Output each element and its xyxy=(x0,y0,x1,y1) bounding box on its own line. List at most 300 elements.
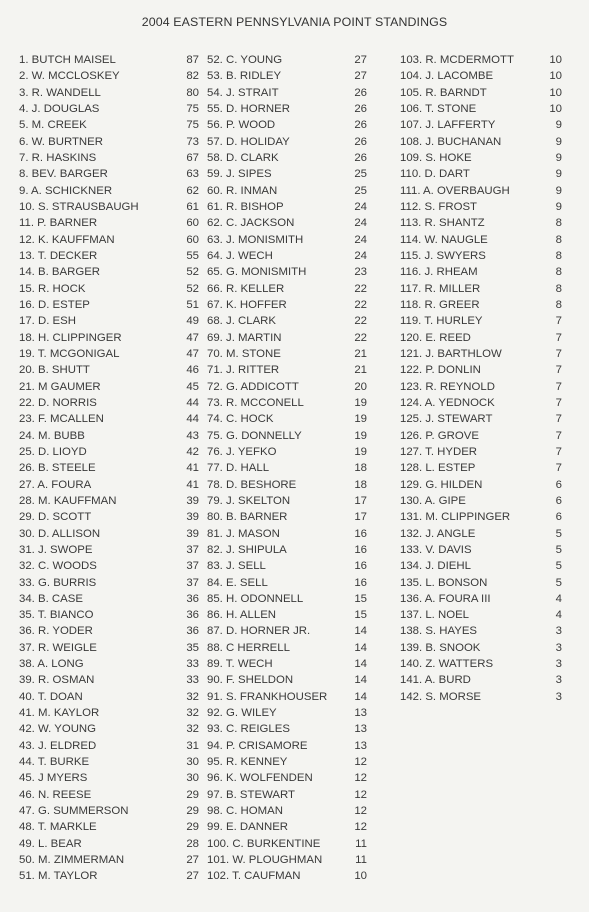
standings-row xyxy=(19,215,199,231)
driver-points: 25 xyxy=(354,168,367,181)
driver-name: 49. L. BEAR xyxy=(19,837,82,850)
driver-name: 68. J. CLARK xyxy=(207,315,277,328)
driver-name: 81. J. MASON xyxy=(207,527,280,540)
standings-row xyxy=(207,542,377,558)
standings-row xyxy=(19,52,199,68)
driver-points: 18 xyxy=(354,478,367,491)
driver-points: 19 xyxy=(354,396,367,409)
standings-row xyxy=(19,379,199,395)
driver-name: 21. M GAUMER xyxy=(19,380,101,393)
driver-name: 44. T. BURKE xyxy=(19,756,90,769)
driver-points: 5 xyxy=(555,543,562,556)
standings-row xyxy=(400,623,570,639)
standings-row xyxy=(207,868,377,884)
standings-row xyxy=(19,460,199,476)
driver-points: 32 xyxy=(186,690,199,703)
driver-points: 62 xyxy=(186,184,199,197)
standings-row xyxy=(19,819,199,835)
driver-points: 39 xyxy=(186,527,199,540)
standings-row xyxy=(19,395,199,411)
standings-row xyxy=(19,558,199,574)
driver-name: 70. M. STONE xyxy=(207,347,281,360)
standings-row xyxy=(400,411,570,427)
driver-points: 9 xyxy=(555,119,562,132)
driver-points: 87 xyxy=(186,54,199,66)
driver-points: 14 xyxy=(354,690,367,703)
driver-name: 45. J MYERS xyxy=(19,772,88,785)
driver-points: 61 xyxy=(186,200,199,213)
standings-row xyxy=(207,313,377,329)
driver-points: 22 xyxy=(354,298,367,311)
standings-row xyxy=(207,656,377,672)
driver-points: 13 xyxy=(354,739,367,752)
driver-name: 5. M. CREEK xyxy=(19,119,87,132)
driver-name: 37. R. WEIGLE xyxy=(19,641,97,654)
driver-name: 10. S. STRAUSBAUGH xyxy=(19,200,139,213)
driver-name: 46. N. REESE xyxy=(19,788,92,801)
driver-points: 8 xyxy=(555,282,562,295)
driver-name: 117. R. MILLER xyxy=(400,282,481,295)
driver-name: 132. J. ANGLE xyxy=(400,527,476,540)
driver-name: 94. P. CRISAMORE xyxy=(207,739,308,752)
driver-points: 9 xyxy=(555,168,562,181)
standings-row xyxy=(207,117,377,133)
driver-points: 46 xyxy=(186,364,199,377)
driver-name: 139. B. SNOOK xyxy=(400,641,481,654)
driver-points: 22 xyxy=(354,282,367,295)
driver-name: 18. H. CLIPPINGER xyxy=(19,331,122,344)
standings-row xyxy=(19,150,199,166)
driver-name: 83. J. SELL xyxy=(207,560,266,573)
driver-points: 44 xyxy=(186,396,199,409)
standings-row xyxy=(19,526,199,542)
standings-row xyxy=(207,705,377,721)
standings-row xyxy=(207,362,377,378)
driver-points: 32 xyxy=(186,707,199,720)
standings-row xyxy=(207,264,377,280)
standings-row xyxy=(207,411,377,427)
driver-points: 27 xyxy=(354,54,367,66)
driver-points: 11 xyxy=(355,854,367,867)
driver-name: 34. B. CASE xyxy=(19,592,83,605)
driver-name: 131. M. CLIPPINGER xyxy=(400,511,511,524)
driver-name: 54. J. STRAIT xyxy=(207,86,279,99)
driver-name: 97. B. STEWART xyxy=(207,788,295,801)
standings-row xyxy=(400,248,570,264)
standings-row xyxy=(207,607,377,623)
standings-row xyxy=(19,689,199,705)
driver-points: 67 xyxy=(186,151,199,164)
driver-name: 23. F. MCALLEN xyxy=(19,413,104,426)
driver-points: 14 xyxy=(354,625,367,638)
standings-row xyxy=(207,526,377,542)
driver-name: 11. P. BARNER xyxy=(19,217,98,230)
standings-row xyxy=(207,689,377,705)
driver-name: 105. R. BARNDT xyxy=(400,86,487,99)
driver-points: 22 xyxy=(354,331,367,344)
driver-points: 12 xyxy=(354,756,367,769)
driver-name: 90. F. SHELDON xyxy=(207,674,294,687)
driver-name: 89. T. WECH xyxy=(207,658,273,671)
driver-name: 15. R. HOCK xyxy=(19,282,86,295)
standings-row xyxy=(19,362,199,378)
driver-name: 50. M. ZIMMERMAN xyxy=(19,854,125,867)
driver-points: 6 xyxy=(555,494,562,507)
driver-name: 119. T. HURLEY xyxy=(400,315,483,328)
driver-points: 42 xyxy=(186,445,199,458)
driver-points: 26 xyxy=(354,86,367,99)
driver-name: 67. K. HOFFER xyxy=(207,298,287,311)
driver-points: 7 xyxy=(555,380,562,393)
driver-name: 141. A. BURD xyxy=(400,674,471,687)
driver-points: 7 xyxy=(555,429,562,442)
driver-name: 92. G. WILEY xyxy=(207,707,277,720)
standings-row xyxy=(400,52,570,68)
standings-row xyxy=(207,232,377,248)
standings-row xyxy=(207,52,377,68)
standings-row xyxy=(207,346,377,362)
driver-points: 9 xyxy=(555,135,562,148)
standings-row xyxy=(400,281,570,297)
driver-points: 5 xyxy=(555,560,562,573)
driver-name: 115. J. SWYERS xyxy=(400,249,486,262)
driver-name: 3. R. WANDELL xyxy=(19,86,101,99)
standings-row xyxy=(19,770,199,786)
standings-row xyxy=(400,166,570,182)
driver-name: 126. P. GROVE xyxy=(400,429,479,442)
driver-points: 33 xyxy=(186,674,199,687)
driver-name: 129. G. HILDEN xyxy=(400,478,483,491)
driver-points: 36 xyxy=(186,592,199,605)
driver-name: 102. T. CAUFMAN xyxy=(207,870,301,883)
driver-points: 14 xyxy=(354,641,367,654)
driver-name: 1. BUTCH MAISEL xyxy=(19,54,116,66)
standings-row xyxy=(207,803,377,819)
driver-name: 2. W. MCCLOSKEY xyxy=(19,70,120,83)
driver-points: 3 xyxy=(555,690,562,703)
driver-points: 37 xyxy=(186,543,199,556)
standings-row xyxy=(19,607,199,623)
driver-name: 61. R. BISHOP xyxy=(207,200,284,213)
driver-name: 99. E. DANNER xyxy=(207,821,289,834)
driver-points: 13 xyxy=(354,707,367,720)
standings-row xyxy=(207,640,377,656)
standings-row xyxy=(400,199,570,215)
driver-points: 7 xyxy=(555,331,562,344)
driver-points: 39 xyxy=(186,494,199,507)
driver-points: 18 xyxy=(354,462,367,475)
driver-points: 7 xyxy=(555,347,562,360)
standings-row xyxy=(19,754,199,770)
driver-name: 140. Z. WATTERS xyxy=(400,658,494,671)
driver-name: 41. M. KAYLOR xyxy=(19,707,100,720)
standings-row xyxy=(207,68,377,84)
driver-points: 15 xyxy=(354,592,367,605)
driver-points: 14 xyxy=(354,658,367,671)
driver-name: 47. G. SUMMERSON xyxy=(19,805,129,818)
driver-name: 58. D. CLARK xyxy=(207,151,279,164)
standings-row xyxy=(207,836,377,852)
standings-row xyxy=(207,281,377,297)
driver-name: 112. S. FROST xyxy=(400,200,478,213)
driver-name: 35. T. BIANCO xyxy=(19,609,94,622)
standings-row xyxy=(400,215,570,231)
standings-row xyxy=(207,297,377,313)
driver-name: 27. A. FOURA xyxy=(19,478,92,491)
standings-row xyxy=(19,101,199,117)
driver-name: 84. E. SELL xyxy=(207,576,268,589)
driver-points: 7 xyxy=(555,315,562,328)
driver-points: 15 xyxy=(354,609,367,622)
driver-points: 5 xyxy=(555,527,562,540)
driver-points: 16 xyxy=(354,527,367,540)
driver-name: 26. B. STEELE xyxy=(19,462,96,475)
driver-name: 79. J. SKELTON xyxy=(207,494,291,507)
standings-row xyxy=(400,509,570,525)
driver-name: 30. D. ALLISON xyxy=(19,527,101,540)
standings-row xyxy=(400,444,570,460)
driver-points: 39 xyxy=(186,511,199,524)
standings-row xyxy=(400,346,570,362)
driver-name: 14. B. BARGER xyxy=(19,266,101,279)
standings-row xyxy=(400,313,570,329)
driver-points: 24 xyxy=(354,217,367,230)
standings-row xyxy=(19,183,199,199)
driver-points: 29 xyxy=(186,788,199,801)
driver-points: 45 xyxy=(186,380,199,393)
standings-row xyxy=(19,264,199,280)
standings-row xyxy=(207,770,377,786)
standings-row xyxy=(19,705,199,721)
standings-row xyxy=(207,721,377,737)
standings-row xyxy=(400,460,570,476)
driver-name: 142. S. MORSE xyxy=(400,690,482,703)
driver-name: 88. C HERRELL xyxy=(207,641,290,654)
driver-name: 130. A. GIPE xyxy=(400,494,466,507)
driver-points: 11 xyxy=(355,837,367,850)
standings-row xyxy=(400,493,570,509)
standings-row xyxy=(207,672,377,688)
standings-row xyxy=(19,787,199,803)
standings-row xyxy=(207,199,377,215)
driver-points: 26 xyxy=(354,151,367,164)
driver-name: 103. R. MCDERMOTT xyxy=(400,54,514,66)
driver-points: 21 xyxy=(354,347,367,360)
driver-points: 82 xyxy=(186,70,199,83)
driver-name: 134. J. DIEHL xyxy=(400,560,471,573)
driver-name: 22. D. NORRIS xyxy=(19,396,97,409)
driver-name: 98. C. HOMAN xyxy=(207,805,283,818)
driver-points: 31 xyxy=(186,739,199,752)
standings-row xyxy=(19,493,199,509)
standings-row xyxy=(19,297,199,313)
driver-points: 73 xyxy=(186,135,199,148)
driver-name: 101. W. PLOUGHMAN xyxy=(207,854,323,867)
standings-row xyxy=(207,591,377,607)
standings-column-3 xyxy=(400,52,570,705)
driver-points: 20 xyxy=(354,380,367,393)
standings-column-2 xyxy=(207,52,377,885)
standings-row xyxy=(400,477,570,493)
driver-points: 8 xyxy=(555,298,562,311)
standings-row xyxy=(207,509,377,525)
driver-name: 118. R. GREER xyxy=(400,298,480,311)
driver-name: 91. S. FRANKHOUSER xyxy=(207,690,328,703)
standings-row xyxy=(400,101,570,117)
driver-points: 49 xyxy=(186,315,199,328)
driver-points: 6 xyxy=(555,511,562,524)
driver-name: 33. G. BURRIS xyxy=(19,576,97,589)
driver-name: 62. C. JACKSON xyxy=(207,217,295,230)
driver-name: 6. W. BURTNER xyxy=(19,135,103,148)
driver-points: 43 xyxy=(186,429,199,442)
driver-name: 60. R. INMAN xyxy=(207,184,278,197)
standings-row xyxy=(19,117,199,133)
driver-name: 7. R. HASKINS xyxy=(19,151,97,164)
standings-row xyxy=(19,199,199,215)
standings-row xyxy=(400,428,570,444)
driver-name: 39. R. OSMAN xyxy=(19,674,95,687)
driver-name: 86. H. ALLEN xyxy=(207,609,277,622)
driver-points: 23 xyxy=(354,266,367,279)
standings-row xyxy=(19,836,199,852)
driver-name: 17. D. ESH xyxy=(19,315,76,328)
standings-row xyxy=(207,787,377,803)
driver-name: 40. T. DOAN xyxy=(19,690,83,703)
driver-points: 27 xyxy=(186,854,199,867)
driver-points: 7 xyxy=(555,364,562,377)
driver-points: 37 xyxy=(186,560,199,573)
standings-row xyxy=(19,330,199,346)
standings-row xyxy=(400,330,570,346)
driver-name: 64. J. WECH xyxy=(207,249,273,262)
driver-name: 108. J. BUCHANAN xyxy=(400,135,502,148)
driver-points: 30 xyxy=(186,756,199,769)
standings-row xyxy=(19,738,199,754)
driver-points: 36 xyxy=(186,625,199,638)
driver-name: 133. V. DAVIS xyxy=(400,543,472,556)
driver-name: 42. W. YOUNG xyxy=(19,723,97,736)
driver-points: 32 xyxy=(186,723,199,736)
driver-name: 48. T. MARKLE xyxy=(19,821,97,834)
driver-points: 8 xyxy=(555,266,562,279)
driver-name: 53. B. RIDLEY xyxy=(207,70,282,83)
standings-row xyxy=(207,575,377,591)
standings-row xyxy=(19,313,199,329)
driver-points: 12 xyxy=(354,772,367,785)
driver-name: 43. J. ELDRED xyxy=(19,739,97,752)
standings-row xyxy=(19,640,199,656)
driver-name: 28. M. KAUFFMAN xyxy=(19,494,117,507)
driver-name: 76. J. YEFKO xyxy=(207,445,277,458)
driver-points: 4 xyxy=(555,592,562,605)
driver-points: 9 xyxy=(555,151,562,164)
driver-name: 111. A. OVERBAUGH xyxy=(400,184,510,197)
driver-name: 123. R. REYNOLD xyxy=(400,380,495,393)
driver-points: 10 xyxy=(549,70,562,83)
standings-row xyxy=(19,428,199,444)
standings-row xyxy=(400,607,570,623)
driver-points: 12 xyxy=(354,805,367,818)
driver-points: 14 xyxy=(354,674,367,687)
standings-row xyxy=(207,852,377,868)
driver-points: 24 xyxy=(354,233,367,246)
driver-points: 22 xyxy=(354,315,367,328)
driver-points: 12 xyxy=(354,788,367,801)
driver-points: 36 xyxy=(186,609,199,622)
driver-points: 47 xyxy=(186,331,199,344)
driver-name: 124. A. YEDNOCK xyxy=(400,396,495,409)
driver-points: 8 xyxy=(555,249,562,262)
driver-points: 17 xyxy=(354,494,367,507)
driver-points: 3 xyxy=(555,625,562,638)
driver-points: 9 xyxy=(555,184,562,197)
driver-points: 63 xyxy=(186,168,199,181)
driver-points: 75 xyxy=(186,119,199,132)
driver-points: 7 xyxy=(555,413,562,426)
driver-points: 60 xyxy=(186,233,199,246)
standings-row xyxy=(19,411,199,427)
standings-row xyxy=(400,264,570,280)
driver-points: 7 xyxy=(555,462,562,475)
driver-name: 77. D. HALL xyxy=(207,462,270,475)
standings-row xyxy=(207,85,377,101)
driver-name: 109. S. HOKE xyxy=(400,151,472,164)
driver-name: 128. L. ESTEP xyxy=(400,462,476,475)
driver-name: 135. L. BONSON xyxy=(400,576,488,589)
standings-row xyxy=(400,183,570,199)
driver-name: 29. D. SCOTT xyxy=(19,511,92,524)
standings-row xyxy=(207,477,377,493)
driver-points: 41 xyxy=(186,478,199,491)
driver-points: 47 xyxy=(186,347,199,360)
driver-name: 12. K. KAUFFMAN xyxy=(19,233,115,246)
standings-row xyxy=(207,428,377,444)
driver-name: 107. J. LAFFERTY xyxy=(400,119,496,132)
standings-row xyxy=(207,183,377,199)
standings-row xyxy=(400,68,570,84)
standings-row xyxy=(400,297,570,313)
driver-name: 96. K. WOLFENDEN xyxy=(207,772,313,785)
standings-row xyxy=(19,623,199,639)
driver-name: 100. C. BURKENTINE xyxy=(207,837,321,850)
driver-name: 122. P. DONLIN xyxy=(400,364,481,377)
driver-points: 16 xyxy=(354,560,367,573)
driver-points: 21 xyxy=(354,364,367,377)
driver-name: 137. L. NOEL xyxy=(400,609,470,622)
driver-points: 16 xyxy=(354,576,367,589)
driver-points: 10 xyxy=(549,54,562,66)
driver-name: 82. J. SHIPULA xyxy=(207,543,287,556)
standings-row xyxy=(207,248,377,264)
driver-points: 26 xyxy=(354,119,367,132)
driver-name: 110. D. DART xyxy=(400,168,470,181)
driver-points: 8 xyxy=(555,217,562,230)
standings-row xyxy=(19,232,199,248)
standings-row xyxy=(207,460,377,476)
driver-points: 3 xyxy=(555,658,562,671)
driver-points: 9 xyxy=(555,200,562,213)
standings-row xyxy=(207,379,377,395)
standings-row xyxy=(400,362,570,378)
standings-row xyxy=(19,803,199,819)
standings-row xyxy=(19,575,199,591)
driver-name: 136. A. FOURA III xyxy=(400,592,491,605)
driver-name: 72. G. ADDICOTT xyxy=(207,380,299,393)
standings-row xyxy=(19,721,199,737)
driver-points: 52 xyxy=(186,282,199,295)
driver-name: 104. J. LACOMBE xyxy=(400,70,494,83)
